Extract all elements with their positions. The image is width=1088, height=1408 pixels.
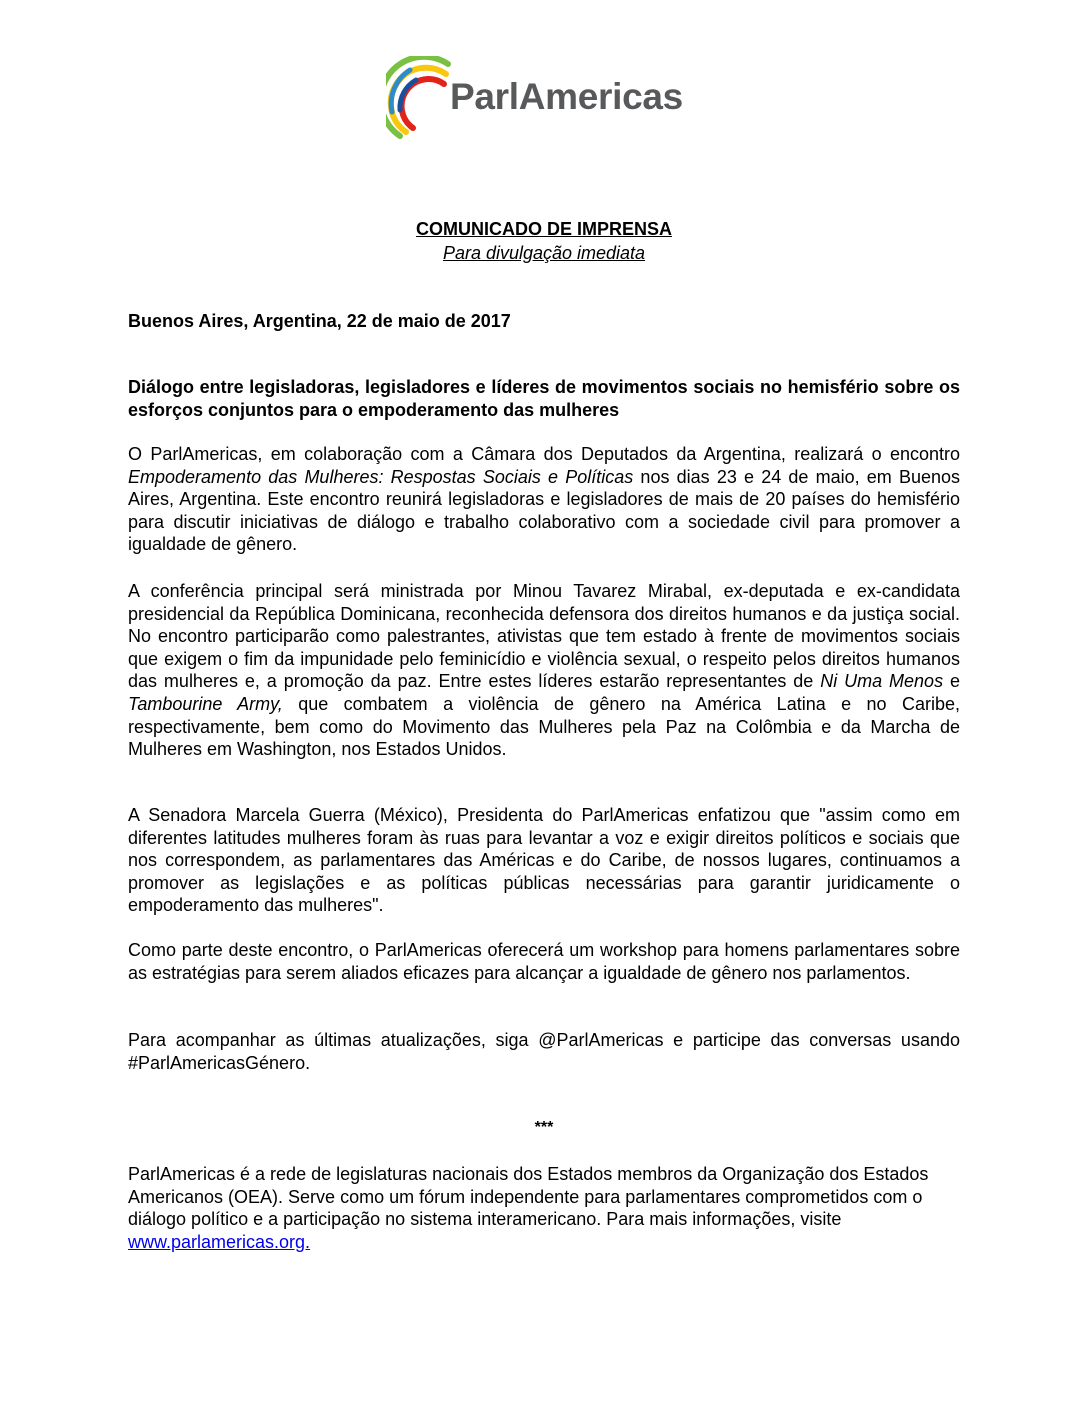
paragraph-2-text-a: A conferência principal será ministrada por Minou Tavarez Mirabal, ex-deputada e ex-candidata presidencial da República Dominicana, reconhecida defensora dos direitos humanos e da justiça social. No encontro participarão como palestrantes, ativistas que tem estado à frente de movimentos sociais que exigem o fim da impunidade pelo feminicídio e violência sexual, o respeito pelos direitos humanos das mulheres e, a promoção da paz. Entre estes líderes estarão representantes de [128, 581, 960, 692]
parlamericas-logo [386, 56, 706, 148]
footer-text: ParlAmericas é a rede de legislaturas nacionais dos Estados membros da Organização dos Estados Americanos (OEA). Serve como um fórum independente para parlamentares comprometidos com o diálogo político e a participação no sistema interamericano. Para mais informações, visite [128, 1164, 929, 1230]
press-release-subtitle: Para divulgação imediata [442, 243, 646, 263]
paragraph-5: Para acompanhar as últimas atualizações, siga @ParlAmericas e participe das conversas usando #ParlAmericasGénero. [128, 1030, 960, 1073]
paragraph-1-text-a: O ParlAmericas, em colaboração com a Câmara dos Deputados da Argentina, realizará o encontro [128, 444, 960, 464]
paragraph-3: A Senadora Marcela Guerra (México), Presidenta do ParlAmericas enfatizou que "assim como em diferentes latitudes mulheres foram às ruas para levantar a voz e exigir direitos políticos e sociais que nos correspondem, as parlamentares das Américas e do Caribe, de nossos lugares, continuamos a promover as legislações e as políticas públicas necessárias para garantir juridicamente o empoderamento das mulheres". [128, 805, 960, 916]
paragraph-2 [128, 580, 960, 761]
paragraph-2-text-e: que combatem a violência de gênero na América Latina e no Caribe, respectivamente, bem como do Movimento das Mulheres pela Paz na Colômbia e da Marcha de Mulheres em Washington, nos Estados Unidos. [128, 693, 960, 760]
headline: Diálogo entre legisladoras, legisladores e líderes de movimentos sociais no hemisfério sobre os esforços conjuntos para o empoderamento das mulheres [128, 377, 960, 420]
press-release-title: COMUNICADO DE IMPRENSA [415, 219, 672, 239]
dateline: Buenos Aires, Argentina, 22 de maio de 2017 [128, 311, 511, 331]
logo-rings-icon [386, 56, 456, 148]
footer-about [128, 1163, 960, 1253]
section-separator: *** [534, 1119, 554, 1136]
website-link[interactable]: www.parlamericas.org. [128, 1231, 311, 1252]
org-tambourine-army: Tambourine Army, [128, 693, 283, 714]
org-ni-uma-menos: Ni Uma Menos [820, 671, 944, 692]
logo-wordmark: ParlAmericas [450, 76, 683, 117]
event-title: Empoderamento das Mulheres: Respostas Sociais e Políticas [128, 466, 634, 487]
paragraph-1 [128, 443, 960, 556]
paragraph-2-text-c: e [943, 671, 960, 692]
paragraph-1-text-c: nos dias 23 e 24 de maio, em Buenos Aires, Argentina. Este encontro reunirá legisladoras e legisladores de mais de 20 países do hemisfério para discutir iniciativas de diálogo e trabalho colaborativo com a sociedade civil para promover a igualdade de gênero. [128, 466, 960, 555]
paragraph-4: Como parte deste encontro, o ParlAmericas oferecerá um workshop para homens parlamentares sobre as estratégias para serem aliados eficazes para alcançar a igualdade de gênero nos parlamentos. [128, 940, 960, 983]
